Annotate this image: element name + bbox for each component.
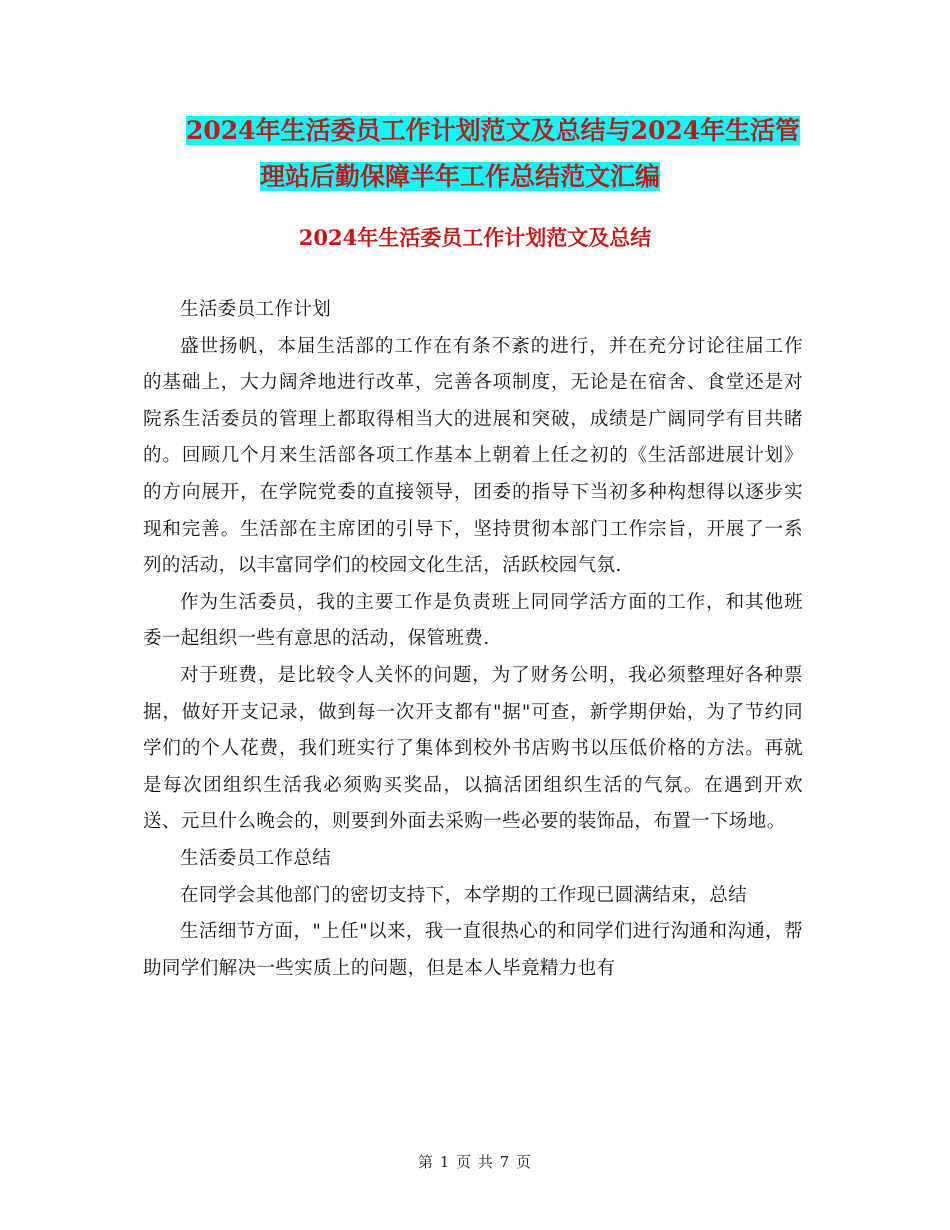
paragraph-heading-summary: 生活委员工作总结 <box>180 847 332 869</box>
paragraph: 作为生活委员，我的主要工作是负责班上同同学活方面的工作，和其他班委一起组织一些有意思的活动，保管班费. <box>143 591 803 650</box>
document-title-line-1: 2024年生活委员工作计划范文及总结与2024年生活管 <box>186 116 801 145</box>
document-body <box>143 292 803 987</box>
paragraph: 盛世扬帆，本届生活部的工作在有条不紊的进行，并在充分讨论往届工作的基础上，大力阔斧地进行改革，完善各项制度，无论是在宿舍、食堂还是对院系生活委员的管理上都取得相当大的进展和突破，成绩是广阔同学有目共睹的。回顾几个月来生活部各项工作基本上朝着上任之初的《生活部进展计划》的方向展开，在学院党委的直接领导，团委的指导下当初多种构想得以逐步实现和完善。生活部在主席团的引导下，坚持贯彻本部门工作宗旨，开展了一系列的活动，以丰富同学们的校园文化生活，活跃校园气氛. <box>143 335 803 577</box>
page-number-footer: 第 1 页 共 7 页 <box>418 1153 532 1171</box>
document-title-line-2: 理站后勤保障半年工作总结范文汇编 <box>260 162 661 191</box>
paragraph-heading-plan: 生活委员工作计划 <box>180 299 332 320</box>
document-title <box>160 108 820 200</box>
section-title: 2024年生活委员工作计划范文及总结 <box>298 225 652 250</box>
paragraph: 在同学会其他部门的密切支持下，本学期的工作现已圆满结束，总结 <box>180 884 748 906</box>
paragraph: 生活细节方面，"上任"以来，我一直很热心的和同学们进行沟通和沟通，帮助同学们解决一些实质上的问题，但是本人毕竟精力也有 <box>143 921 803 979</box>
paragraph: 对于班费，是比较令人关怀的问题，为了财务公明，我必须整理好各种票据，做好开支记录，做到每一次开支都有"据"可查，新学期伊始，为了节约同学们的个人花费，我们班实行了集体到校外书店购书以压低价格的方法。再就是每次团组织生活我必须购买奖品，以搞活团组织生活的气氛。在遇到开欢送、元旦什么晚会的，则要到外面去采购一些必要的装饰品，布置一下场地。 <box>143 664 803 833</box>
